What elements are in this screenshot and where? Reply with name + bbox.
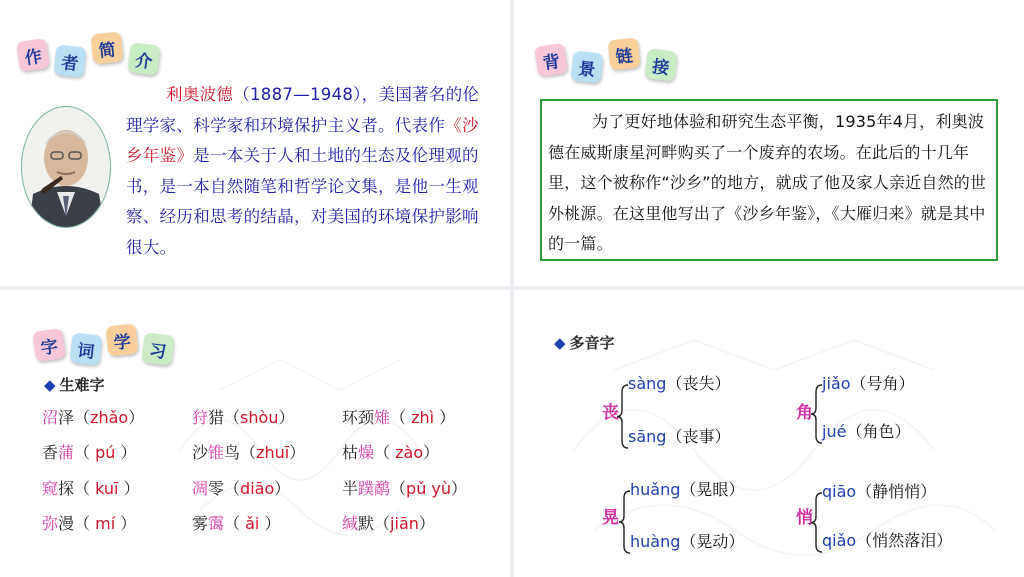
diamond-bullet-icon: ◆ <box>44 376 56 394</box>
vocab-word-suffix: 默 <box>358 514 375 533</box>
vocab-highlight-char: 缄 <box>342 514 359 533</box>
author-name: 利奥波德 <box>166 85 234 104</box>
polyphonic-char: 晃 <box>602 508 619 528</box>
vocab-panel <box>0 290 510 577</box>
vocab-pinyin: ǎi <box>245 514 260 533</box>
vocab-paren-close: ） <box>115 514 137 533</box>
background-panel <box>514 0 1024 286</box>
vocab-highlight-char: 霭 <box>208 514 225 533</box>
vocab-pinyin: mí <box>95 514 116 533</box>
author-bio-part-a: （1887—1948），美国著名的伦理学家、科学家和环境保护主义者。代表作 <box>126 85 480 135</box>
vocab-highlight-char: 沼 <box>42 408 59 427</box>
polyphonic-word: （丧事） <box>666 427 731 446</box>
title-tile-3: 简 <box>91 32 124 65</box>
vocab-paren-close: ） <box>259 514 281 533</box>
title-tile-1: 字 <box>32 328 66 362</box>
vocab-word-prefix: 环颈 <box>342 408 375 427</box>
book-title: 《沙乡年鉴》 <box>126 115 479 165</box>
vocab-item <box>42 476 140 499</box>
vocab-heading <box>44 374 105 395</box>
polyphonic-reading <box>822 479 936 502</box>
polyphonic-pinyin: huàng <box>630 532 681 551</box>
vocab-pinyin: zhì <box>411 408 435 427</box>
vocab-paren-close: ） <box>289 443 306 462</box>
polyphonic-pinyin: jué <box>822 422 847 441</box>
polyphonic-reading <box>630 477 744 500</box>
vocab-pinyin: shòu <box>240 408 279 427</box>
vocab-paren-close: ） <box>118 479 140 498</box>
vocab-paren-close: ） <box>434 408 456 427</box>
vocab-pinyin: zào <box>395 443 424 462</box>
polyphonic-reading <box>628 424 730 447</box>
author-portrait-image <box>21 106 111 229</box>
polyphonic-reading <box>822 419 910 442</box>
vocab-paren-close: ） <box>423 443 440 462</box>
vocab-item <box>192 511 280 534</box>
vocab-item <box>192 440 305 463</box>
polyphonic-word: （角色） <box>846 422 911 441</box>
vocab-pinyin: zhuī <box>256 443 290 462</box>
polyphonic-pinyin: jiǎo <box>822 374 851 393</box>
polyphonic-word: （静悄悄） <box>856 482 937 501</box>
vocab-paren-open: （ <box>74 514 96 533</box>
vocab-item <box>192 405 294 428</box>
polyphonic-panel <box>514 290 1024 577</box>
polyphonic-reading <box>628 371 730 394</box>
vocab-paren-open: （ <box>74 443 96 462</box>
vocab-paren-open: （ <box>240 443 257 462</box>
polyphonic-reading <box>822 371 915 394</box>
title-tile-4: 介 <box>127 42 160 75</box>
diamond-bullet-icon: ◆ <box>554 334 566 352</box>
vocab-word-prefix: 香 <box>42 443 59 462</box>
vocab-pinyin: zhǎo <box>90 408 129 427</box>
vocab-pinyin: diāo <box>240 479 275 498</box>
polyphonic-word: （晃动） <box>680 532 745 551</box>
polyphonic-reading <box>822 528 952 551</box>
vocab-item <box>342 476 467 499</box>
vocab-item <box>42 405 144 428</box>
vocab-paren-open: （ <box>374 443 396 462</box>
vocab-highlight-char: 蹼鹬 <box>358 479 391 498</box>
title-tile-3: 链 <box>608 38 641 71</box>
vocab-paren-close: ） <box>418 514 435 533</box>
vocab-item <box>342 511 435 534</box>
author-bio <box>126 80 488 263</box>
title-tile-4: 接 <box>644 48 677 81</box>
polyphonic-pinyin: qiāo <box>822 482 857 501</box>
vocab-word-prefix: 沙 <box>192 443 209 462</box>
vocab-word-suffix: 漫 <box>58 514 75 533</box>
vocab-highlight-char: 弥 <box>42 514 59 533</box>
author-intro-panel <box>0 0 510 286</box>
vocab-highlight-char: 燥 <box>358 443 375 462</box>
vocab-word-suffix: 探 <box>58 479 75 498</box>
polyphonic-char: 丧 <box>602 403 619 423</box>
vocab-item <box>192 476 290 499</box>
vocab-word-suffix: 猎 <box>208 408 225 427</box>
polyphonic-pinyin: sāng <box>628 427 667 446</box>
title-tile-1: 作 <box>16 38 50 72</box>
vocab-word-suffix: 泽 <box>58 408 75 427</box>
title-tile-3: 学 <box>106 324 139 357</box>
vocab-pinyin: pǔ yù <box>406 479 452 498</box>
polyphonic-word: （晃眼） <box>680 480 745 499</box>
vocab-paren-open: （ <box>74 479 96 498</box>
vocab-word-prefix: 雾 <box>192 514 209 533</box>
vocab-highlight-char: 狩 <box>192 408 209 427</box>
title-tile-2: 词 <box>70 333 103 366</box>
vocab-pinyin: kuī <box>95 479 119 498</box>
title-tile-4: 习 <box>141 332 174 365</box>
polyphonic-word: （悄然落泪） <box>856 531 953 550</box>
polyphonic-heading <box>554 332 615 353</box>
polyphonic-char: 悄 <box>796 508 813 528</box>
vocab-item <box>342 440 439 463</box>
vocab-paren-close: ） <box>128 408 145 427</box>
vocab-word-suffix: 鸟 <box>224 443 241 462</box>
polyphonic-reading <box>630 529 744 552</box>
vocab-word-suffix: 零 <box>208 479 225 498</box>
polyphonic-word: （丧失） <box>666 374 731 393</box>
vocab-pinyin: pú <box>95 443 116 462</box>
vocab-item <box>342 405 455 428</box>
vocab-highlight-char: 窥 <box>42 479 59 498</box>
vocab-paren-close: ） <box>451 479 468 498</box>
vocab-highlight-char: 凋 <box>192 479 209 498</box>
title-tile-2: 景 <box>571 51 604 84</box>
vocab-paren-close: ） <box>278 408 295 427</box>
vocab-paren-close: ） <box>115 443 137 462</box>
vocab-paren-open: （ <box>224 408 241 427</box>
vocab-paren-open: （ <box>390 479 407 498</box>
polyphonic-pinyin: qiǎo <box>822 531 857 550</box>
vocab-paren-open: （ <box>224 514 246 533</box>
polyphonic-word: （号角） <box>850 374 915 393</box>
title-tile-2: 者 <box>54 45 87 78</box>
author-bio-part-b: 是一本关于人和土地的生态及伦理观的书，是一本自然随笔和哲学论文集，是他一生观察、经历和思考的结晶，对美国的环境保护影响很大。 <box>126 146 479 257</box>
polyphonic-pinyin: huǎng <box>630 480 681 499</box>
vocab-highlight-char: 锥 <box>208 443 225 462</box>
vocab-pinyin: jiān <box>390 514 419 533</box>
vocab-paren-open: （ <box>224 479 241 498</box>
polyphonic-pinyin: sàng <box>628 374 667 393</box>
vocab-item <box>42 440 137 463</box>
polyphonic-char: 角 <box>796 403 813 423</box>
vocab-item <box>42 511 136 534</box>
polyphonic-heading-text: 多音字 <box>569 334 615 352</box>
vocab-word-prefix: 半 <box>342 479 359 498</box>
vocab-highlight-char: 蒲 <box>58 443 75 462</box>
vocab-heading-text: 生难字 <box>59 376 105 394</box>
vocab-word-prefix: 枯 <box>342 443 359 462</box>
title-tile-1: 背 <box>534 43 568 77</box>
vocab-highlight-char: 雉 <box>374 408 391 427</box>
vocab-paren-open: （ <box>74 408 91 427</box>
vocab-paren-close: ） <box>274 479 291 498</box>
vocab-paren-open: （ <box>390 408 412 427</box>
background-text-box: 为了更好地体验和研究生态平衡，1935年4月，利奥波德在威斯康星河畔购买了一个废弃的农场。在此后的十几年里，这个被称作“沙乡”的地方，就成了他及家人亲近自然的世外桃源。在这里他写出了《沙乡年鉴》，《大雁归来》就是其中的一篇。 <box>540 99 998 261</box>
vocab-paren-open: （ <box>374 514 391 533</box>
